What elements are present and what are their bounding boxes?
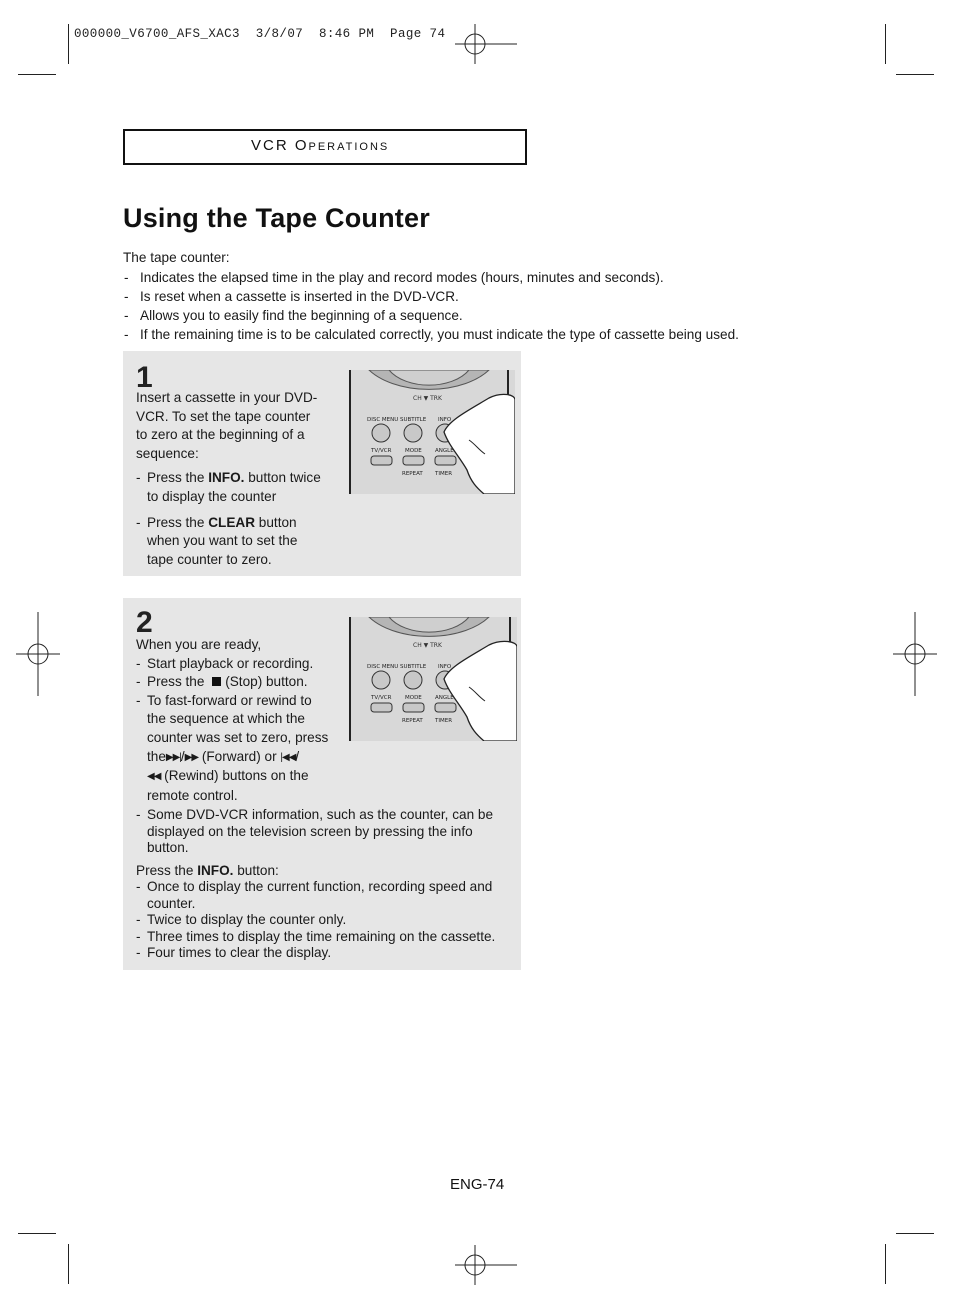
text-run: Press the — [147, 674, 205, 690]
skip-back-icon: |◀◀ — [280, 751, 296, 763]
crop-mark — [896, 1233, 934, 1234]
remote-label: MODE — [405, 695, 422, 701]
info-instruction — [136, 863, 516, 880]
rewind-icon: ◀◀ — [147, 771, 161, 783]
section-header — [123, 129, 527, 165]
remote-label: REPEAT — [402, 471, 423, 477]
remote-label: TIMER — [435, 471, 453, 477]
text-run: counter. — [147, 895, 196, 911]
step-text-line: When you are ready, — [136, 637, 262, 652]
registration-mark-icon — [455, 24, 517, 64]
remote-label: CH ▼ TRK — [413, 395, 442, 402]
text-run: remote control. — [147, 787, 238, 803]
list-item — [136, 469, 346, 506]
text-run: (Rewind) buttons on the — [164, 768, 309, 784]
text-run: Press the — [147, 470, 209, 486]
remote-label: TV/VCR — [371, 695, 392, 701]
section-title: VCR Operations — [251, 137, 390, 154]
print-slug: 000000_V6700_AFS_XAC3 3/8/07 8:46 PM Page 74 — [74, 27, 446, 41]
crop-mark — [68, 24, 69, 64]
registration-mark-icon — [893, 612, 937, 696]
text-run: Some DVD-VCR information, such as the counter, can be — [147, 807, 494, 823]
crop-mark — [18, 1233, 56, 1234]
remote-label: REPEAT — [402, 718, 423, 724]
step-1-list — [136, 469, 346, 569]
text-run: button. — [147, 840, 189, 856]
registration-mark-icon — [16, 612, 60, 696]
remote-label: SUBTITLE — [400, 417, 427, 423]
remote-label: INFO — [438, 417, 452, 423]
page-number: ENG-74 — [450, 1176, 505, 1193]
step-number: 2 — [136, 606, 153, 639]
list-item — [136, 879, 516, 912]
list-item: - Allows you to easily find the beginning of a sequence. — [123, 307, 823, 326]
text-run: the sequence at which the — [147, 711, 305, 727]
intro — [123, 249, 823, 345]
info-list — [136, 879, 516, 962]
text-run: To fast-forward or rewind to — [147, 692, 312, 708]
intro-lead: The tape counter: — [123, 250, 230, 265]
remote-control-illustration — [349, 617, 517, 741]
remote-control-illustration — [349, 370, 515, 494]
key-name: INFO. — [208, 470, 245, 486]
text-run: displayed on the television screen by pressing the info — [147, 823, 473, 839]
key-name: CLEAR — [208, 514, 256, 530]
stop-icon — [212, 677, 221, 686]
remote-label: DISC MENU — [367, 417, 399, 423]
text-run: button — [255, 514, 297, 530]
text-run: button twice — [244, 470, 321, 486]
remote-label: ANGLE — [435, 448, 454, 454]
text-run: the — [147, 748, 166, 764]
remote-label: ANGLE — [435, 695, 454, 701]
list-item: - If the remaining time is to be calculated correctly, you must indicate the type of cassette being used. — [123, 326, 823, 345]
list-item: - Twice to display the counter only. — [136, 912, 516, 929]
text-run: Press the — [136, 862, 198, 878]
text-run: when you want to set the — [147, 533, 298, 549]
fast-forward-icon: ▶▶ — [184, 751, 199, 763]
page-title: Using the Tape Counter — [123, 203, 430, 233]
list-item: - Four times to clear the display. — [136, 945, 516, 962]
step-1-text — [136, 389, 346, 569]
text-run: Press the — [147, 514, 209, 530]
list-item — [136, 807, 516, 857]
remote-label: TIMER — [435, 718, 453, 724]
text-run: (Stop) button. — [225, 674, 308, 690]
registration-mark-icon — [455, 1245, 517, 1285]
key-name: INFO. — [197, 862, 234, 878]
step-text-line: VCR. To set the tape counter — [136, 408, 311, 424]
intro-list — [123, 269, 823, 345]
text-run: counter was set to zero, press — [147, 729, 329, 745]
crop-mark — [68, 1244, 69, 1284]
crop-mark — [885, 1244, 886, 1284]
text-run: (Forward) or — [201, 748, 277, 764]
step-number: 1 — [136, 361, 153, 394]
crop-mark — [18, 74, 56, 75]
remote-label: DISC MENU — [367, 664, 399, 670]
list-item: - To fast-forward or rewind to the sequence at which the counter was set to zero, press the▶▶|/▶▶ (Forward) or |◀◀/ ◀◀ (Rewind) buttons on the remote control. — [136, 692, 516, 806]
list-item — [136, 514, 346, 570]
step-text-line: sequence: — [136, 445, 199, 461]
step-2-panel — [123, 598, 521, 970]
list-item: - Indicates the elapsed time in the play and record modes (hours, minutes and seconds). — [123, 269, 823, 288]
skip-forward-icon: ▶▶| — [165, 751, 181, 763]
text-run: to display the counter — [147, 488, 277, 504]
text-run: tape counter to zero. — [147, 551, 272, 567]
step-text-line: Insert a cassette in your DVD- — [136, 390, 318, 405]
text-run: button: — [233, 862, 279, 878]
remote-label: CH ▼ TRK — [413, 642, 442, 649]
step-text-line: to zero at the beginning of a — [136, 427, 305, 443]
remote-label: TV/VCR — [371, 448, 392, 454]
step-1-panel — [123, 351, 521, 576]
crop-mark — [885, 24, 886, 64]
remote-label: INFO — [438, 664, 452, 670]
list-item: - Three times to display the time remaining on the cassette. — [136, 929, 516, 946]
crop-mark — [896, 74, 934, 75]
list-item: - Is reset when a cassette is inserted in the DVD-VCR. — [123, 288, 823, 307]
remote-label: MODE — [405, 448, 422, 454]
remote-label: SUBTITLE — [400, 664, 427, 670]
list-item: - Start playback or recording. — [136, 655, 516, 674]
text-run: Once to display the current function, recording speed and — [147, 879, 493, 895]
